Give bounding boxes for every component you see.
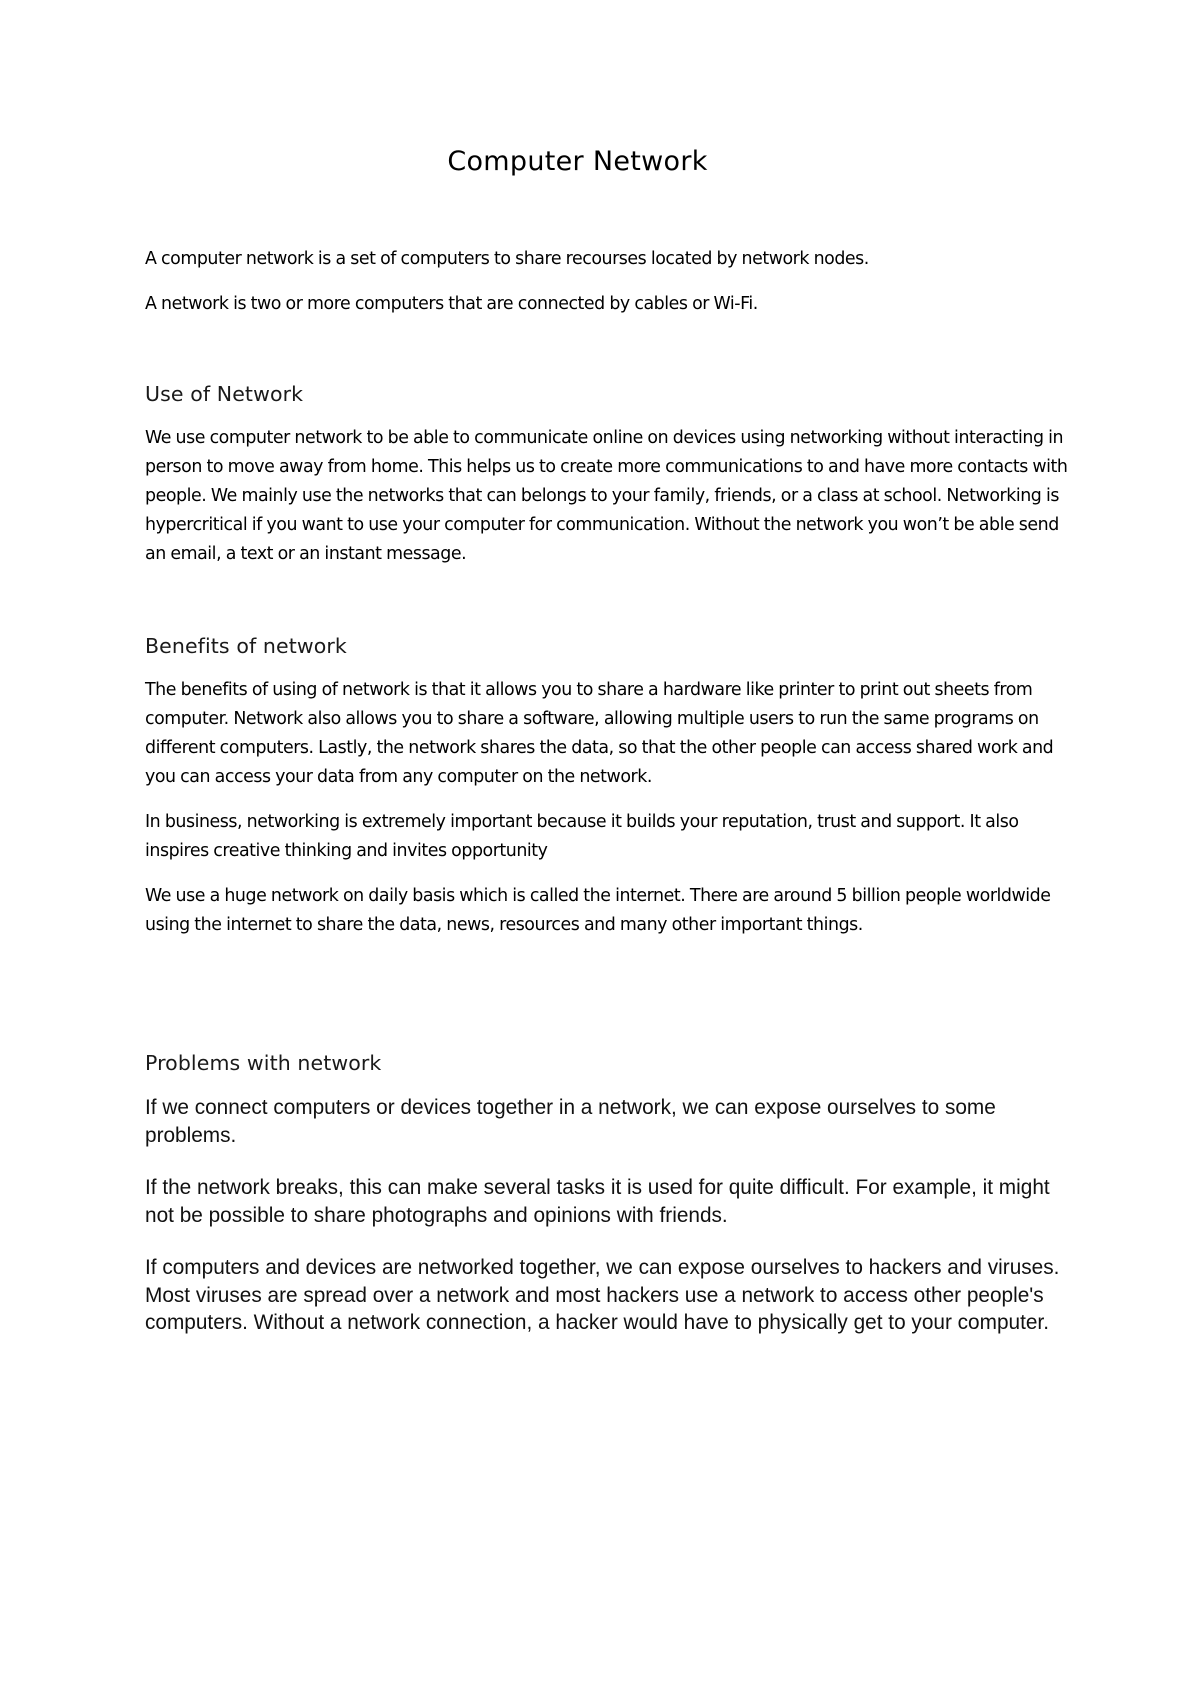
section-heading-problems-with-network: Problems with network <box>145 1051 382 1075</box>
section-heading-use-of-network: Use of Network <box>145 382 304 406</box>
problems-paragraph-1: If we connect computers or devices together in a network, we can expose ourselves to some problems. <box>145 1096 996 1147</box>
benefits-paragraph-3: We use a huge network on daily basis which is called the internet. There are around 5 billion people worldwide using the internet to share the data, news, resources and many other important things. <box>145 886 1051 935</box>
intro-paragraph-2: A network is two or more computers that are connected by cables or Wi-Fi. <box>145 294 758 314</box>
problems-paragraph-3: If computers and devices are networked together, we can expose ourselves to hackers and viruses. Most viruses are spread over a network and most hackers use a network to access other people's computers. Without a network connection, a hacker would have to physically get to your computer. <box>145 1256 1060 1334</box>
use-of-network-paragraph: We use computer network to be able to communicate online on devices using networking without interacting in person to move away from home. This helps us to create more communications to and have more contacts with people. We mainly use the networks that can belongs to your family, friends, or a class at school. Networking is hypercritical if you want to use your computer for communication. Without the network you won’t be able send an email, a text or an instant message. <box>145 428 1068 564</box>
section-heading-benefits-of-network: Benefits of network <box>145 634 347 658</box>
document-title: Computer Network <box>447 146 708 177</box>
intro-paragraph-1: A computer network is a set of computers to share recourses located by network nodes. <box>145 249 869 269</box>
problems-paragraph-2: If the network breaks, this can make several tasks it is used for quite difficult. For example, it might not be possible to share photographs and opinions with friends. <box>145 1176 1050 1227</box>
benefits-paragraph-1: The benefits of using of network is that it allows you to share a hardware like printer to print out sheets from computer. Network also allows you to share a software, allowing multiple users to run the same programs on different computers. Lastly, the network shares the data, so that the other people can access shared work and you can access your data from any computer on the network. <box>145 680 1054 787</box>
benefits-paragraph-2: In business, networking is extremely important because it builds your reputation, trust and support. It also inspires creative thinking and invites opportunity <box>145 812 1019 861</box>
